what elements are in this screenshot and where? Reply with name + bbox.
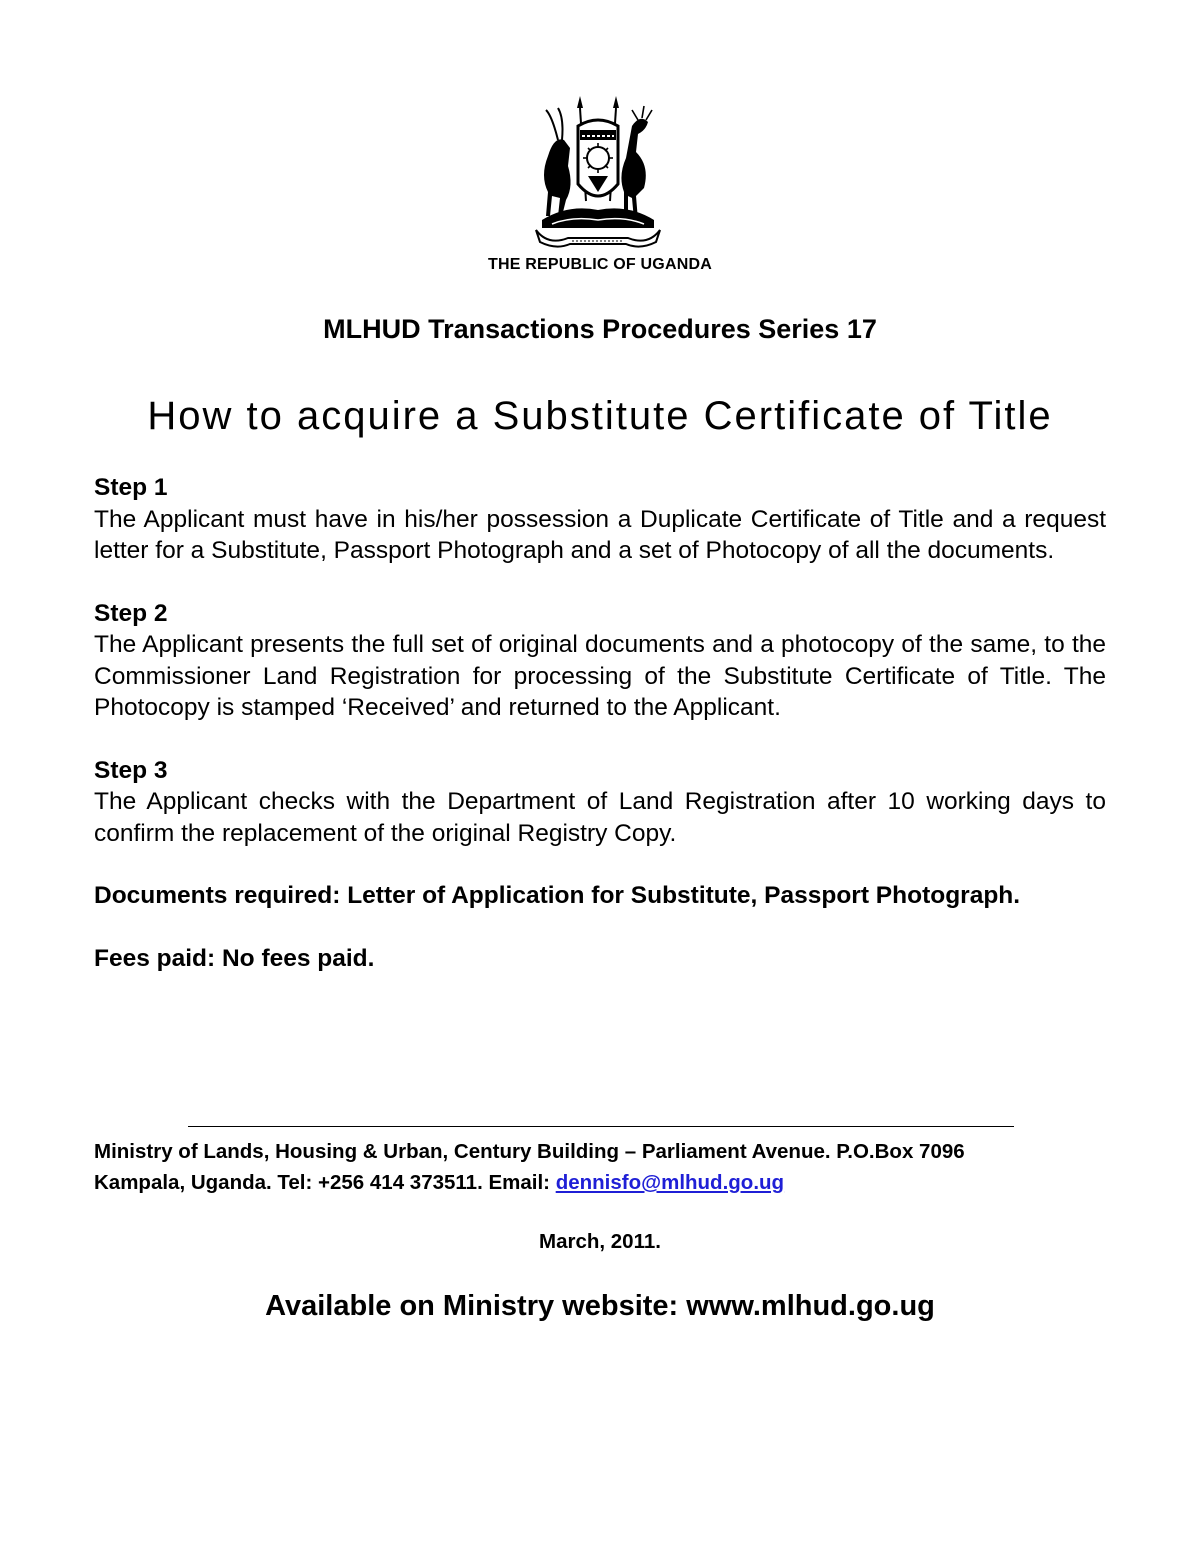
contact-line [94,1167,1106,1198]
publication-date: March, 2011. [539,1230,661,1253]
republic-heading: THE REPUBLIC OF UGANDA [488,256,712,273]
step-text: The Applicant presents the full set of original documents and a photocopy of the same, to the Commissioner Land Registration for processing of the Substitute Certificate of Title. The Photocopy is stamped ‘Received’ and returned to the Applicant. [94,631,1106,721]
step-2 [94,598,1106,724]
step-heading: Step 1 [94,474,168,501]
procedure-body [94,472,1106,1005]
contact-footer [94,1136,1106,1198]
step-3 [94,755,1106,850]
series-heading: MLHUD Transactions Procedures Series 17 [323,314,877,344]
page-title: How to acquire a Substitute Certificate of Title [147,394,1053,438]
fees-paid: Fees paid: No fees paid. [94,944,375,972]
step-1 [94,472,1106,567]
step-text: The Applicant checks with the Department of Land Registration after 10 working days to confirm the replacement of the original Registry Copy. [94,788,1106,847]
footer-divider [188,1126,1014,1127]
ministry-address: Ministry of Lands, Housing & Urban, Century Building – Parliament Avenue. P.O.Box 7096 [94,1140,965,1163]
email-link[interactable]: dennisfo@mlhud.go.ug [555,1171,785,1194]
website-note: Available on Ministry website: www.mlhud.go.ug [265,1290,935,1322]
contact-prefix: Kampala, Uganda. Tel: +256 414 373511. Email: [94,1171,556,1194]
step-heading: Step 3 [94,756,168,784]
step-heading: Step 2 [94,599,168,627]
coat-of-arms-of-uganda-icon [528,96,668,248]
documents-required: Documents required: Letter of Application for Substitute, Passport Photograph. [94,882,1021,909]
step-text: The Applicant must have in his/her possession a Duplicate Certificate of Title and a request letter for a Substitute, Passport Photograph and a set of Photocopy of all the documents. [94,505,1106,564]
